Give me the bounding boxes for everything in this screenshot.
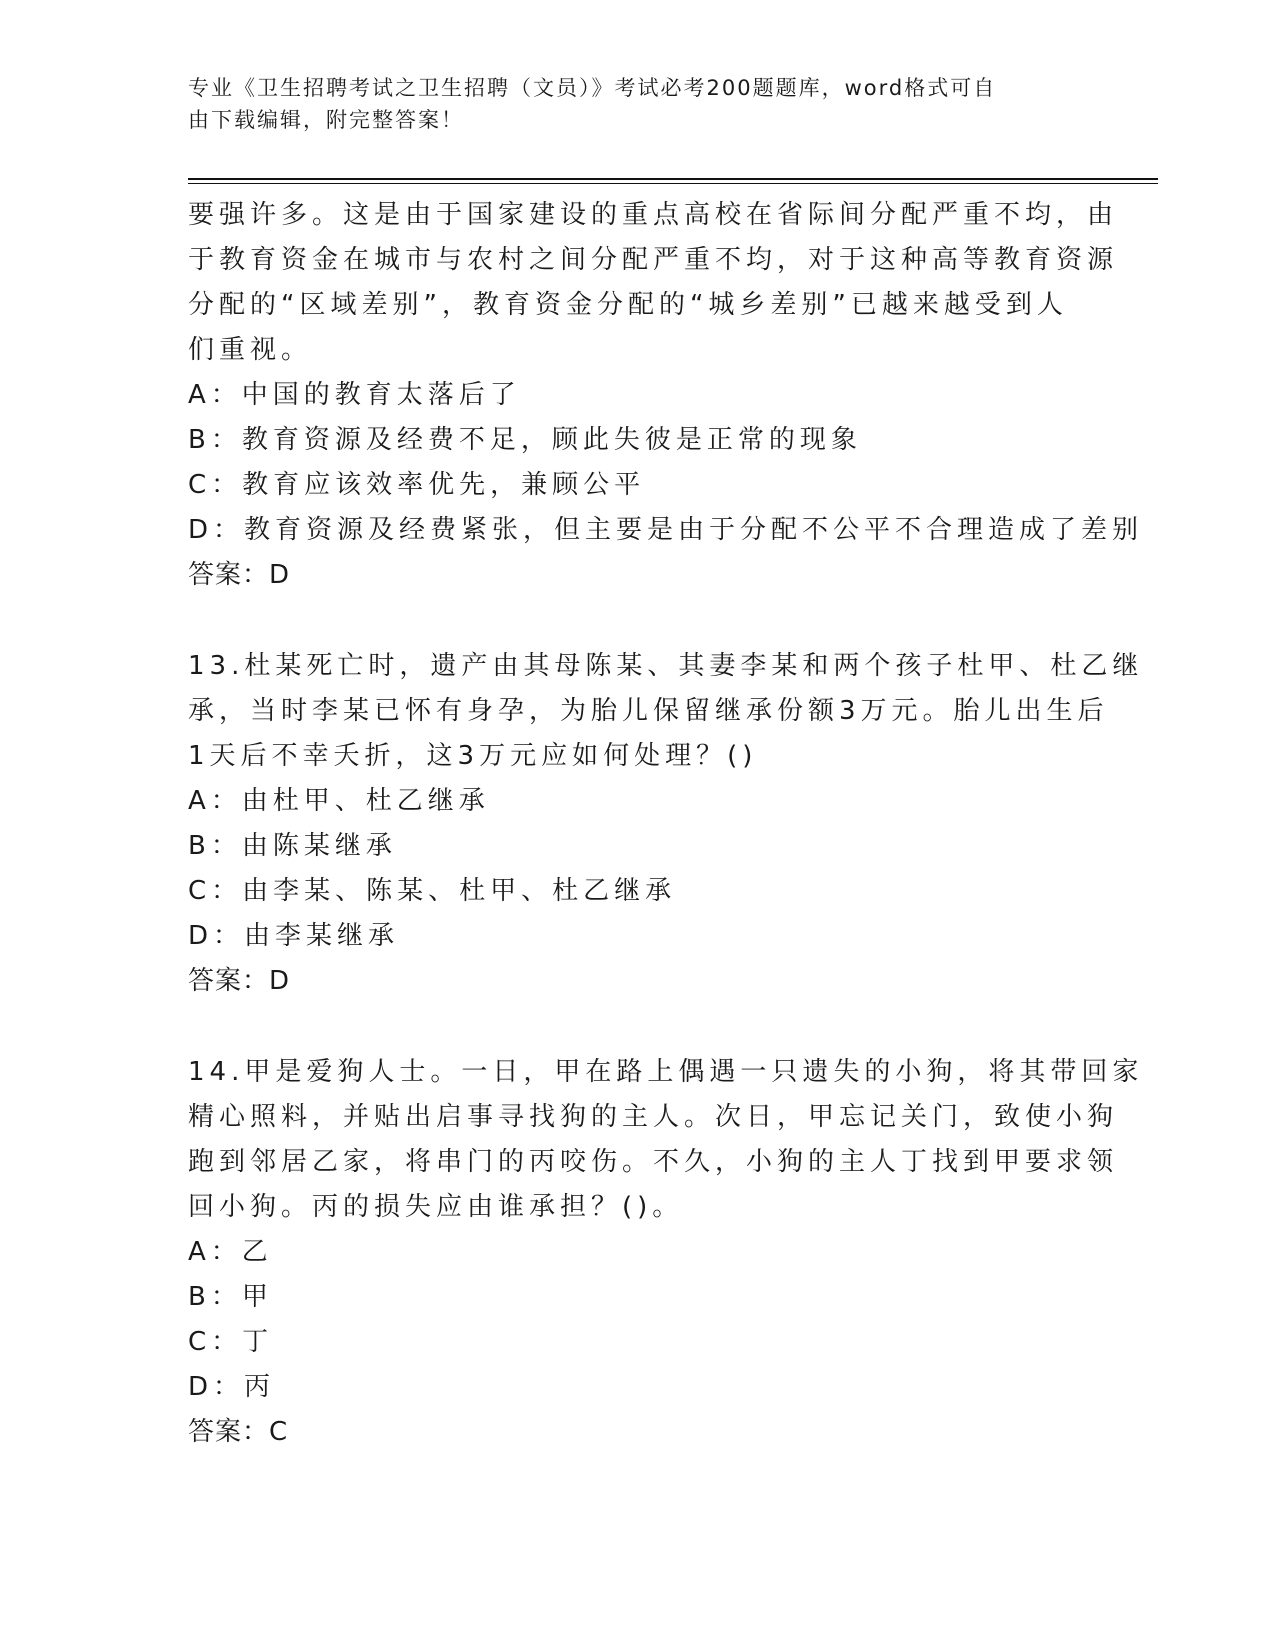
header-rule-thin: [188, 183, 1158, 184]
spacer: [188, 598, 1088, 644]
option-a: A：中国的教育太落后了: [188, 380, 521, 410]
question-stem-line: 精心照料，并贴出启事寻找狗的主人。次日，甲忘记关门，致使小狗: [188, 1102, 1119, 1132]
option-c: C：教育应该效率优先，兼顾公平: [188, 470, 646, 500]
option-a: A：乙: [188, 1237, 273, 1267]
question-stem-line: 于教育资金在城市与农村之间分配严重不均，对于这种高等教育资源: [188, 245, 1119, 275]
header-line-1: 专业《卫生招聘考试之卫生招聘（文员）》考试必考200题题库，word格式可自: [188, 76, 997, 100]
option-d: D：丙: [188, 1372, 276, 1402]
option-b: B：甲: [188, 1282, 273, 1312]
document-header: [188, 72, 1068, 136]
question-stem-line: 要强许多。这是由于国家建设的重点高校在省际间分配严重不均，由: [188, 200, 1119, 230]
option-b: B：教育资源及经费不足，顾此失彼是正常的现象: [188, 425, 862, 455]
question-stem-line: 分配的“区域差别”，教育资金分配的“城乡差别”已越来越受到人: [188, 290, 1068, 320]
question-stem-line: 13.杜某死亡时，遗产由其母陈某、其妻李某和两个孩子杜甲、杜乙继: [188, 651, 1144, 681]
question-stem-line: 们重视。: [188, 335, 313, 365]
question-13: [188, 644, 1144, 1004]
option-d: D：教育资源及经费紧张，但主要是由于分配不公平不合理造成了差别: [188, 515, 1144, 545]
spacer: [188, 1004, 1088, 1050]
question-12: [188, 193, 1144, 598]
option-c: C：由李某、陈某、杜甲、杜乙继承: [188, 876, 677, 906]
question-stem-line: 承，当时李某已怀有身孕，为胎儿保留继承份额3万元。胎儿出生后: [188, 696, 1109, 726]
option-d: D：由李某继承: [188, 921, 400, 951]
answer-line: 答案：D: [188, 560, 291, 590]
header-line-2: 由下载编辑，附完整答案！: [188, 108, 464, 132]
question-14: [188, 1050, 1144, 1455]
option-b: B：由陈某继承: [188, 831, 397, 861]
question-stem-line: 1天后不幸夭折，这3万元应如何处理？(): [188, 741, 758, 771]
header-rule-thick: [188, 178, 1158, 180]
answer-line: 答案：D: [188, 966, 291, 996]
answer-line: 答案：C: [188, 1417, 289, 1447]
option-a: A：由杜甲、杜乙继承: [188, 786, 490, 816]
option-c: C：丁: [188, 1327, 274, 1357]
question-stem-line: 14.甲是爱狗人士。一日，甲在路上偶遇一只遗失的小狗，将其带回家: [188, 1057, 1144, 1087]
document-body: [188, 193, 1144, 1455]
question-stem-line: 跑到邻居乙家，将串门的丙咬伤。不久，小狗的主人丁找到甲要求领: [188, 1147, 1119, 1177]
question-stem-line: 回小狗。丙的损失应由谁承担？()。: [188, 1192, 684, 1222]
